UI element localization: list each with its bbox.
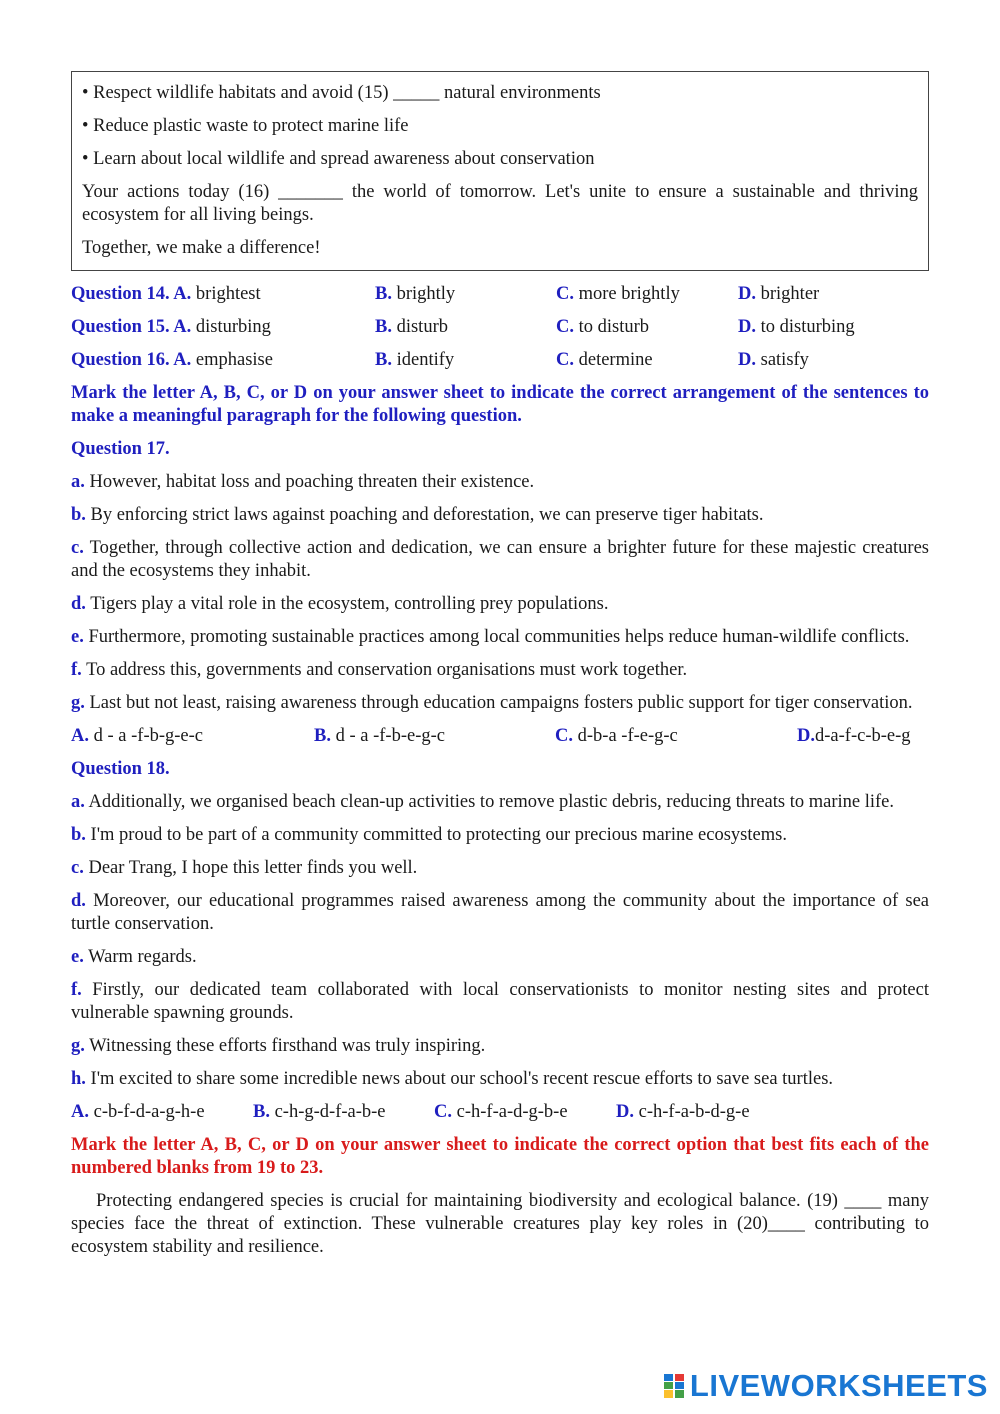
question-15-option-b[interactable]: B. disturb xyxy=(375,317,448,337)
q18-sentence: a. Additionally, we organised beach clean-up activities to remove plastic debris, reducing threats to marine life. xyxy=(71,792,894,812)
bullet-learn-wildlife: • Learn about local wildlife and spread awareness about conservation xyxy=(82,149,595,169)
question-15-options xyxy=(71,316,929,339)
q18-sentence: c. Dear Trang, I hope this letter finds you well. xyxy=(71,858,418,878)
bullet-respect-habitats: • Respect wildlife habitats and avoid (15) _____ natural environments xyxy=(82,83,601,103)
question-15-option-a[interactable]: Question 15. A. disturbing xyxy=(71,317,271,337)
arrangement-instruction: Mark the letter A, B, C, or D on your answer sheet to indicate the correct arrangement of the sentences to make a meaningful paragraph for the following question. xyxy=(71,383,929,426)
question-18-option-a[interactable]: A. c-b-f-d-a-g-h-e xyxy=(71,1102,205,1122)
liveworksheets-logo xyxy=(664,1368,988,1404)
q17-sentence: d. Tigers play a vital role in the ecosystem, controlling prey populations. xyxy=(71,594,609,614)
question-17-option-d[interactable]: D.d-a-f-c-b-e-g xyxy=(797,726,911,746)
actions-sentence: Your actions today (16) _______ the world of tomorrow. Let's unite to ensure a sustainable and thriving ecosystem for all living beings. xyxy=(82,182,918,225)
question-16-option-b[interactable]: B. identify xyxy=(375,350,455,370)
q18-sentence: f. Firstly, our dedicated team collaborated with local conservationists to monitor nesting sites and protect vulnerable spawning grounds. xyxy=(71,980,929,1023)
question-16-options xyxy=(71,349,929,372)
question-18-option-b[interactable]: B. c-h-g-d-f-a-b-e xyxy=(253,1102,386,1122)
question-15-option-c[interactable]: C. to disturb xyxy=(556,317,650,337)
reading-passage: Protecting endangered species is crucial for maintaining biodiversity and ecological balance. (19) ____ many species face the threat of extinction. These vulnerable creatures play key roles in (20)____ contributing to ecosystem stability and resilience. xyxy=(71,1191,929,1257)
question-18-title: Question 18. xyxy=(71,759,170,779)
question-17-title: Question 17. xyxy=(71,439,170,459)
instructions-box xyxy=(71,71,929,271)
question-16-option-a[interactable]: Question 16. A. emphasise xyxy=(71,350,273,370)
q17-sentence: g. Last but not least, raising awareness through education campaigns fosters public support for tiger conservation. xyxy=(71,693,913,713)
question-18-sentences xyxy=(71,791,929,1091)
question-14-option-a[interactable]: Question 14. A. brightest xyxy=(71,284,261,304)
question-17-option-c[interactable]: C. d-b-a -f-e-g-c xyxy=(555,726,678,746)
question-15-option-d[interactable]: D. to disturbing xyxy=(738,317,855,337)
question-17-options xyxy=(71,725,929,748)
bullet-reduce-plastic: • Reduce plastic waste to protect marine life xyxy=(82,116,409,136)
q17-sentence: b. By enforcing strict laws against poaching and deforestation, we can preserve tiger habitats. xyxy=(71,505,764,525)
question-16-option-c[interactable]: C. determine xyxy=(556,350,653,370)
q17-sentence: f. To address this, governments and conservation organisations must work together. xyxy=(71,660,688,680)
question-17-sentences xyxy=(71,471,929,715)
question-17-option-a[interactable]: A. d - a -f-b-g-e-c xyxy=(71,726,204,746)
q17-sentence: e. Furthermore, promoting sustainable practices among local communities helps reduce human-wildlife conflicts. xyxy=(71,627,910,647)
question-18-option-c[interactable]: C. c-h-f-a-d-g-b-e xyxy=(434,1102,568,1122)
liveworksheets-logo-text: LIVEWORKSHEETS xyxy=(689,1368,988,1403)
blanks-instruction: Mark the letter A, B, C, or D on your answer sheet to indicate the correct option that best fits each of the numbered blanks from 19 to 23. xyxy=(71,1135,929,1178)
question-17-option-b[interactable]: B. d - a -f-b-e-g-c xyxy=(314,726,445,746)
q18-sentence: e. Warm regards. xyxy=(71,947,197,967)
question-14-options xyxy=(71,283,929,306)
question-14-option-b[interactable]: B. brightly xyxy=(375,284,456,304)
worksheet-page xyxy=(71,71,929,1269)
q18-sentence: h. I'm excited to share some incredible news about our school's recent rescue efforts to save sea turtles. xyxy=(71,1069,834,1089)
q18-sentence: g. Witnessing these efforts firsthand was truly inspiring. xyxy=(71,1036,486,1056)
question-18-options xyxy=(71,1101,929,1124)
q18-sentence: b. I'm proud to be part of a community committed to protecting our precious marine ecosystems. xyxy=(71,825,787,845)
question-18-option-d[interactable]: D. c-h-f-a-b-d-g-e xyxy=(616,1102,750,1122)
q17-sentence: a. However, habitat loss and poaching threaten their existence. xyxy=(71,472,535,492)
question-14-option-c[interactable]: C. more brightly xyxy=(556,284,680,304)
q18-sentence: d. Moreover, our educational programmes raised awareness among the community about the importance of sea turtle conservation. xyxy=(71,891,929,934)
question-16-option-d[interactable]: D. satisfy xyxy=(738,350,809,370)
question-14-option-d[interactable]: D. brighter xyxy=(738,284,820,304)
liveworksheets-mark-icon xyxy=(664,1372,686,1400)
together-sentence: Together, we make a difference! xyxy=(82,238,321,258)
q17-sentence: c. Together, through collective action and dedication, we can ensure a brighter future for these majestic creatures and the ecosystems they inhabit. xyxy=(71,538,929,581)
